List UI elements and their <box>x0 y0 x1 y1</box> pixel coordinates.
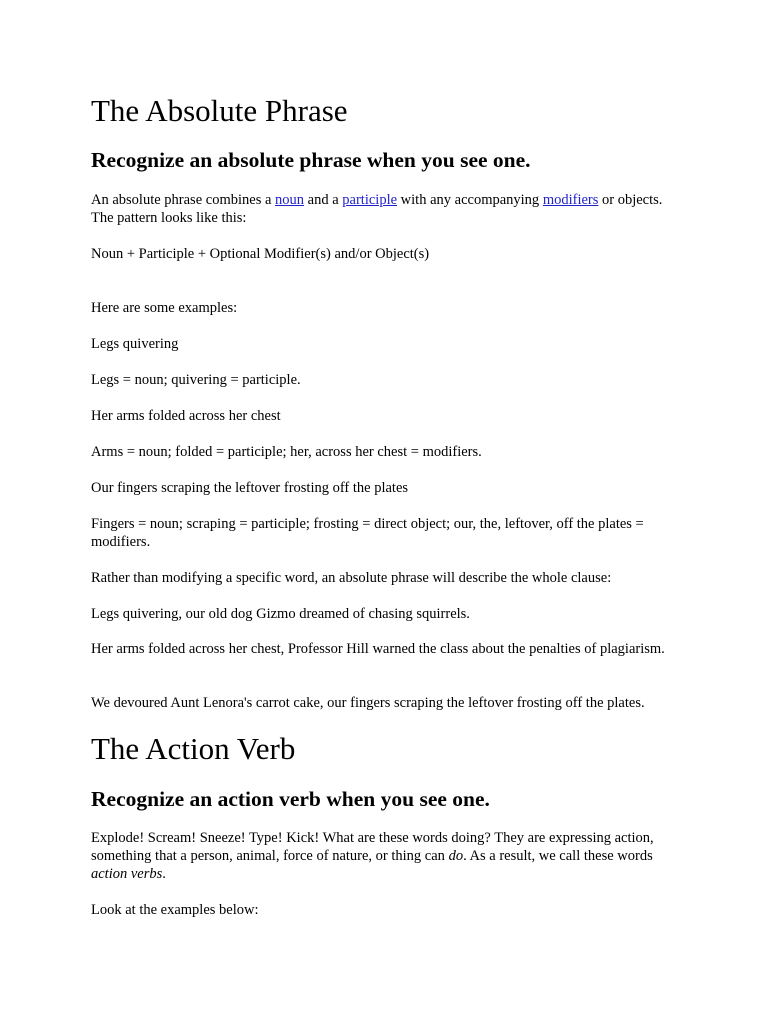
body-paragraph: Rather than modifying a specific word, an absolute phrase will describe the whole clause: <box>91 570 612 586</box>
examples-intro: Here are some examples: <box>91 300 238 316</box>
example-sentence: Legs quivering, our old dog Gizmo dreamed of chasing squirrels. <box>91 606 470 622</box>
intro-text: and a <box>304 192 343 208</box>
intro-paragraph <box>91 829 687 883</box>
intro-text: Explode! Scream! Sneeze! Type! Kick! What are these words doing? They are expressing action, something that a person, animal, force of nature, or thing can <box>91 830 654 864</box>
emphasis-text: action verbs <box>91 866 163 882</box>
example-sentence: Her arms folded across her chest, Professor Hill warned the class about the penalties of plagiarism. <box>91 641 665 657</box>
example-analysis: Fingers = noun; scraping = participle; frosting = direct object; our, the, leftover, off the plates = modifiers. <box>91 516 644 550</box>
intro-text: . As a result, we call these words <box>463 848 653 864</box>
example-paragraph: Our fingers scraping the leftover frosting off the plates <box>91 480 409 496</box>
section-title: The Absolute Phrase <box>91 93 348 128</box>
emphasis-text: do <box>448 848 464 864</box>
section-subtitle: Recognize an action verb when you see one. <box>91 787 490 811</box>
example-paragraph: Legs quivering <box>91 336 179 352</box>
modifiers-link[interactable]: modifiers <box>542 192 599 208</box>
intro-text: with any accompanying <box>397 192 543 208</box>
intro-text: or objects. The pattern looks like this: <box>91 192 663 226</box>
example-paragraph: Her arms folded across her chest <box>91 408 281 424</box>
example-analysis: Arms = noun; folded = participle; her, across her chest = modifiers. <box>91 444 482 460</box>
intro-text: An absolute phrase combines a <box>91 192 276 208</box>
intro-text: . <box>162 866 166 882</box>
section-title: The Action Verb <box>91 731 296 766</box>
noun-link[interactable]: noun <box>275 192 305 208</box>
intro-paragraph <box>91 191 687 227</box>
pattern-paragraph: Noun + Participle + Optional Modifier(s) and/or Object(s) <box>91 246 430 262</box>
example-sentence: We devoured Aunt Lenora's carrot cake, our fingers scraping the leftover frosting off the plates. <box>91 695 645 711</box>
body-paragraph: Look at the examples below: <box>91 902 259 918</box>
participle-link[interactable]: participle <box>342 192 398 208</box>
example-analysis: Legs = noun; quivering = participle. <box>91 372 301 388</box>
section-subtitle: Recognize an absolute phrase when you see one. <box>91 148 531 172</box>
